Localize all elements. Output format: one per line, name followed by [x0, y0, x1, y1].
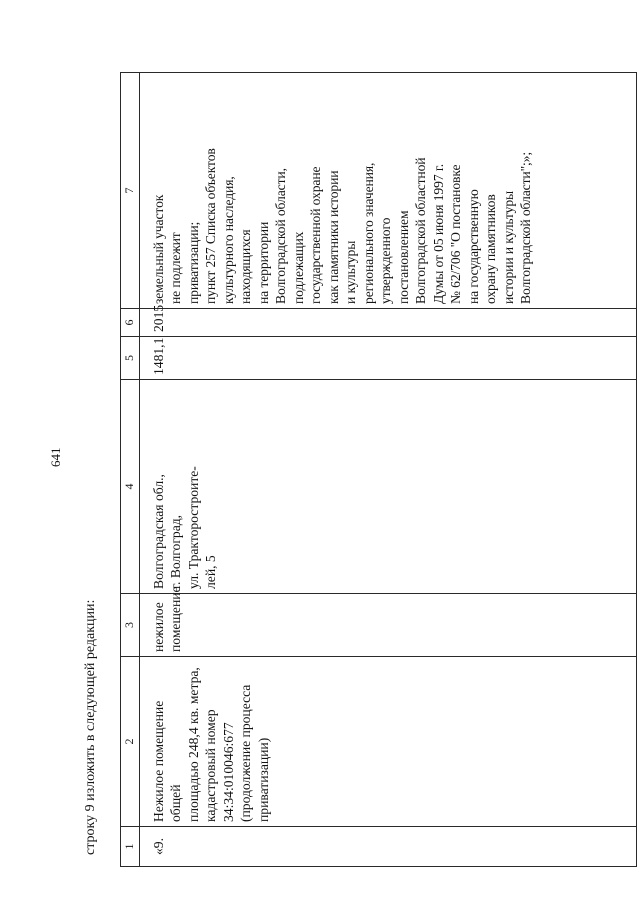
table-header-row [121, 73, 140, 867]
address-cell: Волгоградская обл., г. Волгоград, ул. Тракторострoите- лей, 5 [139, 380, 636, 594]
object-name-cell: Нежилое помещение общей площадью 248,4 кв. метра, кадастровый номер 34:34:010046:677 (продолжение процесса приватизации) [139, 657, 636, 827]
area-cell: 1481,1 [139, 337, 636, 380]
column-header-6: 6 [121, 309, 140, 337]
objects-table [120, 72, 637, 867]
column-header-7: 7 [121, 73, 140, 309]
note-cell: земельный участок не подлежит приватизации; пункт 257 Списка объектов культурного наследия, находящихся на территории Волгоградской области, подлежащих государственной охране как памятники истории и культуры регионального значения, утвержденного постановлением Волгоградской областной Думы от 05 июня 1997 г. № 62/706 "О постановке на государственную охрану памятников истории и культуры Волгоградской области";»; [139, 73, 636, 309]
column-header-1: 1 [121, 827, 140, 867]
table-row [139, 73, 636, 867]
column-header-2: 2 [121, 657, 140, 827]
intro-text: строку 9 изложить в следующей редакции: [83, 599, 98, 855]
object-type-cell: нежилое помещение [139, 594, 636, 657]
row-index: «9. [139, 827, 636, 867]
column-header-5: 5 [121, 337, 140, 380]
page-number: 641 [48, 447, 63, 467]
year-cell: 2015 [139, 309, 636, 337]
column-header-4: 4 [121, 380, 140, 594]
column-header-3: 3 [121, 594, 140, 657]
